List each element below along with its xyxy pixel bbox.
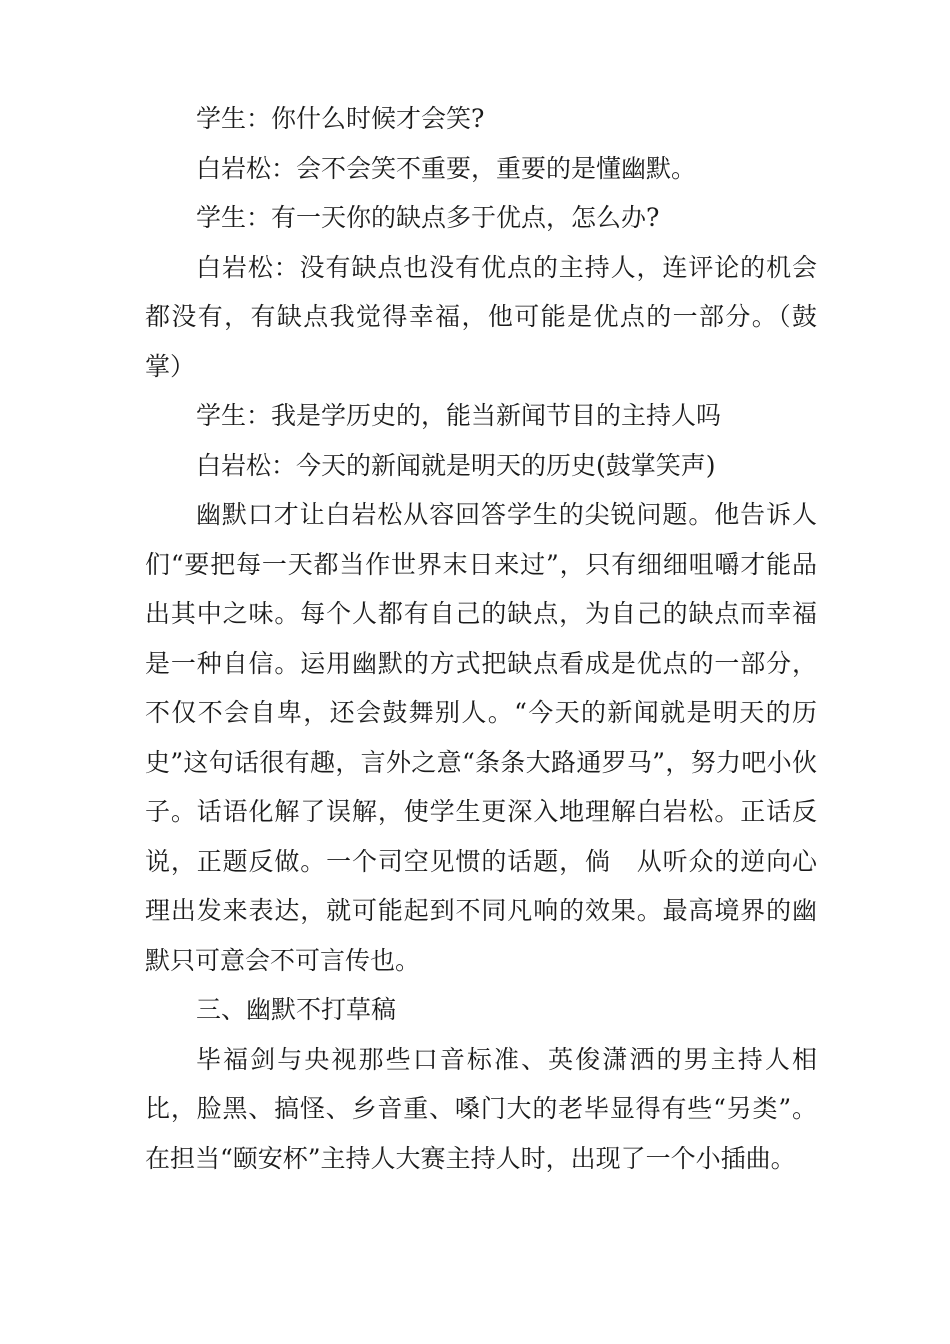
document-body <box>145 94 817 1183</box>
dialogue-line: 白岩松：今天的新闻就是明天的历史(鼓掌笑声) <box>196 450 716 480</box>
section-heading: 三、幽默不打草稿 <box>196 995 397 1024</box>
dialogue-line: 学生：有一天你的缺点多于优点，怎么办? <box>196 203 660 232</box>
dialogue-line: 学生：你什么时候才会笑? <box>196 104 485 133</box>
dialogue-line: 学生：我是学历史的，能当新闻节目的主持人吗 <box>196 401 722 430</box>
commentary-paragraph: 幽默口才让白岩松从容回答学生的尖锐问题。他告诉人们“要把每一天都当作世界末日来过”，只有细细咀嚼才能品出其中之味。每个人都有自己的缺点，为自己的缺点而幸福是一种自信。运用幽默的方式把缺点看成是优点的一部分，不仅不会自卑，还会鼓舞别人。“今天的新闻就是明天的历史”这句话很有趣，言外之意“条条大路通罗马”，努力吧小伙子。话语化解了误解，使学生更深入地理解白岩松。正话反说，正题反做。一个司空见惯的话题，倘 从听众的逆向心理出发来表达，就可能起到不同凡响的效果。最高境界的幽默只可意会不可言传也。 <box>145 500 817 975</box>
body-paragraph: 毕福剑与央视那些口音标准、英俊潇洒的男主持人相比，脸黑、搞怪、乡音重、嗓门大的老毕显得有些“另类”。在担当“颐安杯”主持人大赛主持人时，出现了一个小插曲。 <box>145 1044 817 1173</box>
dialogue-line: 白岩松：会不会笑不重要，重要的是懂幽默。 <box>196 153 697 183</box>
dialogue-line: 白岩松：没有缺点也没有优点的主持人，连评论的机会都没有，有缺点我觉得幸福，他可能是优点的一部分。（鼓掌） <box>145 252 817 381</box>
